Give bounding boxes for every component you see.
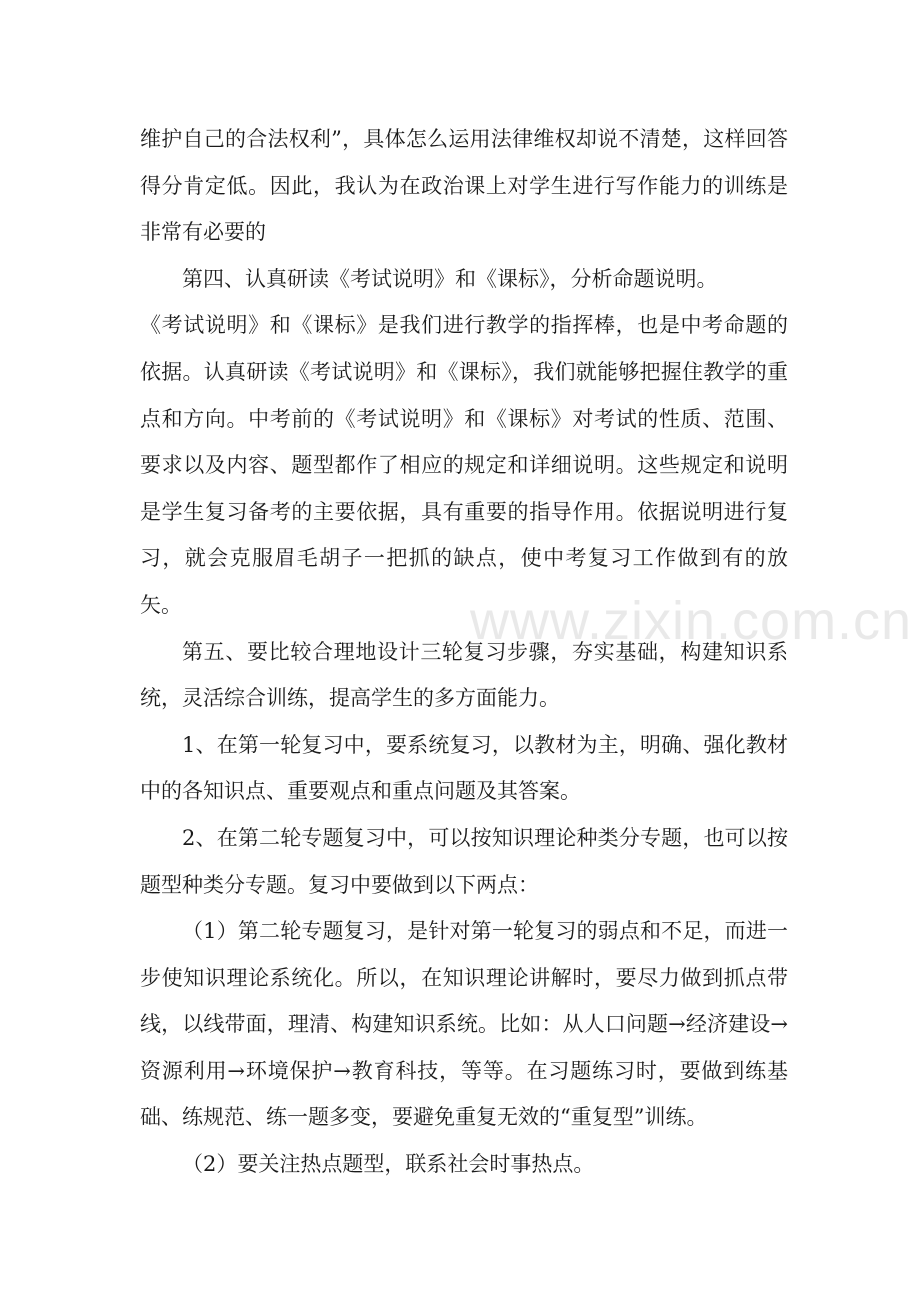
paragraph-fifth: 第五、要比较合理地设计三轮复习步骤，夯实基础，构建知识系统，灵活综合训练，提高学生的多方面能力。 [140, 639, 788, 711]
paragraph-continuation: 维护自己的合法权利”，具体怎么运用法律维权却说不清楚，这样回答得分肯定低。因此，我认为在政治课上对学生进行写作能力的训练是非常有必要的 [140, 127, 788, 245]
watermark: www.zixin.com.cn [470, 591, 913, 651]
paragraph-sub-2: （2）要关注热点题型，联系社会时事热点。 [182, 1152, 595, 1177]
paragraph-fourth-heading: 第四、认真研读《考试说明》和《课标》，分析命题说明。 [182, 266, 718, 291]
paragraph-fourth-body: 《考试说明》和《课标》是我们进行教学的指挥棒，也是中考命题的依据。认真研读《考试说明》和《课标》，我们就能够把握住教学的重点和方向。中考前的《考试说明》和《课标》对考试的性质、范围、要求以及内容、题型都作了相应的规定和详细说明。这些规定和说明是学生复习备考的主要依据，具有重要的指导作用。依据说明进行复习，就会克服眉毛胡子一把抓的缺点，使中考复习工作做到有的放矢。 [140, 313, 788, 617]
paragraph-item-1: 1、在第一轮复习中，要系统复习，以教材为主，明确、强化教材中的各知识点、重要观点和重点问题及其答案。 [140, 732, 788, 804]
paragraph-item-2: 2、在第二轮专题复习中，可以按知识理论种类分专题，也可以按题型种类分专题。复习中要做到以下两点： [140, 825, 788, 897]
document-body [140, 116, 788, 1188]
paragraph-sub-1: （1）第二轮专题复习，是针对第一轮复习的弱点和不足，而进一步使知识理论系统化。所以，在知识理论讲解时，要尽力做到抓点带线，以线带面，理清、构建知识系统。比如：从人口问题→经济建设→资源利用→环境保护→教育科技，等等。在习题练习时，要做到练基础、练规范、练一题多变，要避免重复无效的“重复型”训练。 [140, 919, 788, 1130]
